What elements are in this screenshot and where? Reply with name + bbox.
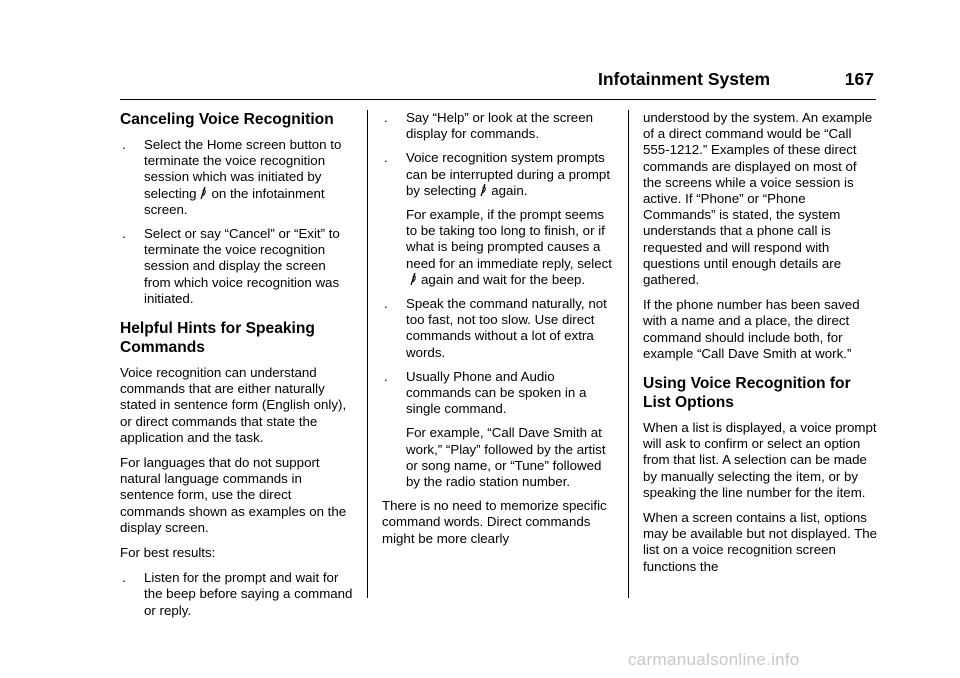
column-3 xyxy=(643,110,878,584)
voice-recognition-icon xyxy=(478,183,488,197)
bullet-text: Listen for the prompt and wait for the beep before saying a command or reply. xyxy=(144,570,353,618)
bullet-text: Usually Phone and Audio commands can be spoken in a single command. xyxy=(406,368,587,417)
voice-recognition-icon xyxy=(408,272,418,286)
paragraph: If the phone number has been saved with a name and a place, the direct command should include both, for example “Call Dave Smith at work.” xyxy=(643,297,860,361)
paragraph: For languages that do not support natural language commands in sentence form, use the direct commands shown as examples on the display screen. xyxy=(120,455,347,535)
heading-canceling-voice-recognition: Canceling Voice Recognition xyxy=(120,111,334,128)
paragraph: For best results: xyxy=(120,545,216,561)
bullet-text: Select the Home screen button to terminate the voice recognition session which was initiated by selecting xyxy=(144,137,342,201)
bullet-marker: . xyxy=(384,110,388,125)
bullet-text-end: on the infotainment screen. xyxy=(144,185,325,217)
paragraph: There is no need to memorize specific command words. Direct commands might be more clearly xyxy=(382,498,607,546)
bullet-item xyxy=(120,226,355,307)
bullet-item xyxy=(120,137,355,218)
bullet-marker: . xyxy=(122,137,126,152)
bullet-marker: . xyxy=(122,570,126,586)
heading-list-options: Using Voice Recognition for List Options xyxy=(643,375,851,412)
bullet-item xyxy=(382,110,617,142)
paragraph: When a screen contains a list, options may be available but not displayed. The list on a voice recognition screen functions the xyxy=(643,510,878,574)
bullet-marker: . xyxy=(122,226,126,242)
bullet-marker: . xyxy=(384,296,388,312)
bullet-text: Say “Help” or look at the screen display for commands. xyxy=(406,110,593,142)
paragraph: Voice recognition can understand commands that are either naturally stated in sentence form (English only), or direct commands that state the application and the task. xyxy=(120,365,347,445)
indented-text-end: again and wait for the beep. xyxy=(421,271,586,287)
bullet-item xyxy=(382,296,617,361)
bullet-item xyxy=(382,369,617,418)
column-1 xyxy=(120,110,355,627)
bullet-item xyxy=(120,570,355,619)
bullet-text: Speak the command naturally, not too fast, not too slow. Use direct commands without a lot of extra words. xyxy=(406,296,607,360)
bullet-marker: . xyxy=(384,368,388,384)
bullet-text: Select or say “Cancel” or “Exit” to terminate the voice recognition session and display the screen from which voice recognition was initiated. xyxy=(144,226,340,306)
bullet-marker: . xyxy=(384,150,388,166)
section-title: Infotainment System xyxy=(598,69,771,89)
indented-paragraph xyxy=(382,425,617,490)
voice-recognition-icon xyxy=(198,186,208,200)
watermark: carmanualsonline.info xyxy=(628,650,800,669)
indented-text: For example, if the prompt seems to be taking too long to finish, or if what is being prompted causes a need for an immediate reply, select xyxy=(406,207,612,271)
bullet-text: Voice recognition system prompts can be interrupted during a prompt by selecting xyxy=(406,150,611,198)
paragraph: When a list is displayed, a voice prompt will ask to confirm or select an option from that list. A selection can be made by manually selecting the item, or by speaking the line number for the item. xyxy=(643,420,877,500)
column-divider-2 xyxy=(628,110,629,598)
page-header xyxy=(598,69,874,99)
bullet-item xyxy=(382,150,617,199)
indented-paragraph xyxy=(382,207,617,288)
heading-helpful-hints: Helpful Hints for Speaking Commands xyxy=(120,320,315,357)
paragraph: understood by the system. An example of a direct command would be “Call 555-1212.” Examples of these direct commands are displayed on most of the screens while a voice session is active. If “Phone” or “Phone Commands” is stated, the system understands that a phone call is requested and will respond with questions until enough details are gathered. xyxy=(643,110,873,288)
indented-text: For example, “Call Dave Smith at work,” “Play” followed by the artist or song name, or “Tune” followed by the radio station number. xyxy=(406,425,606,490)
header-divider xyxy=(120,99,876,100)
column-divider-1 xyxy=(367,110,368,598)
page-number: 167 xyxy=(844,69,874,89)
bullet-text-end: again. xyxy=(491,182,528,198)
column-2 xyxy=(382,110,617,556)
